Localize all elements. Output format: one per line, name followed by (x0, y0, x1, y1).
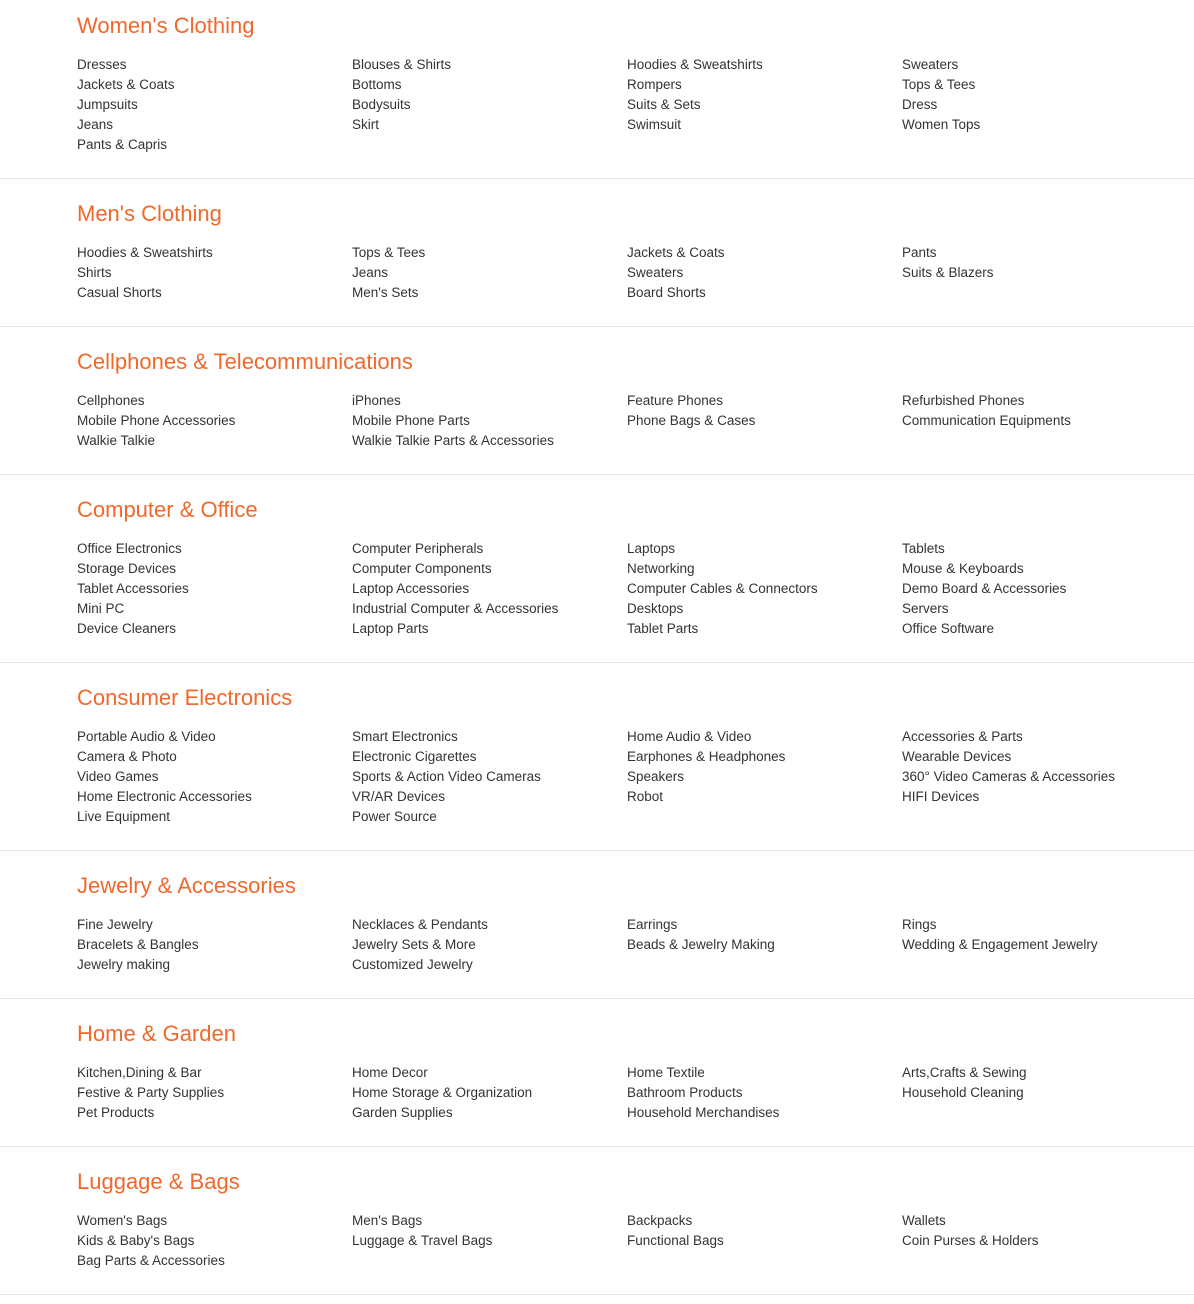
category-link[interactable]: Suits & Blazers (902, 265, 994, 280)
category-link[interactable]: Sweaters (627, 265, 684, 280)
category-link[interactable]: Casual Shorts (77, 285, 162, 300)
category-column (352, 1063, 622, 1123)
category-link[interactable]: Sweaters (902, 57, 959, 72)
category-link[interactable]: Power Source (352, 809, 437, 824)
category-link[interactable]: Backpacks (627, 1213, 693, 1228)
category-section-home-garden (0, 1008, 1194, 1147)
category-link[interactable]: Bottoms (352, 77, 402, 92)
category-link[interactable]: Rings (902, 917, 937, 932)
category-column (77, 391, 347, 451)
category-link[interactable]: Live Equipment (77, 809, 171, 824)
category-link[interactable]: Shirts (77, 265, 112, 280)
category-link[interactable]: Wedding & Engagement Jewelry (902, 937, 1098, 952)
section-title[interactable]: Home & Garden (77, 1021, 236, 1046)
category-link[interactable]: Garden Supplies (352, 1105, 453, 1120)
category-column (77, 55, 347, 155)
category-link[interactable]: Office Electronics (77, 541, 182, 556)
category-section-luggage-bags (0, 1156, 1194, 1295)
category-link[interactable]: Skirt (352, 117, 379, 132)
category-link[interactable]: Walkie Talkie Parts & Accessories (352, 433, 554, 448)
category-column (352, 391, 622, 451)
category-link[interactable]: Customized Jewelry (352, 957, 473, 972)
category-section-jewelry (0, 860, 1194, 999)
category-section-computer-office (0, 484, 1194, 663)
category-link[interactable]: Communication Equipments (902, 413, 1071, 428)
category-link[interactable]: Suits & Sets (627, 97, 701, 112)
category-link[interactable]: Beads & Jewelry Making (627, 937, 775, 952)
category-link[interactable]: Video Games (77, 769, 159, 784)
category-link[interactable]: Networking (627, 561, 695, 576)
category-column (77, 1063, 347, 1123)
category-section-mens-clothing (0, 188, 1194, 327)
category-link[interactable]: Hoodies & Sweatshirts (77, 245, 213, 260)
category-column (352, 539, 622, 639)
category-link[interactable]: Jeans (352, 265, 389, 280)
category-column (627, 915, 897, 955)
category-link[interactable]: Jewelry Sets & More (352, 937, 476, 952)
category-link[interactable]: Men's Bags (352, 1213, 423, 1228)
category-link[interactable]: Feature Phones (627, 393, 724, 408)
category-link[interactable]: Servers (902, 601, 949, 616)
category-link[interactable]: Mini PC (77, 601, 125, 616)
category-column (902, 727, 1172, 807)
category-link[interactable]: Home Storage & Organization (352, 1085, 533, 1100)
category-link[interactable]: Phone Bags & Cases (627, 413, 756, 428)
category-link[interactable]: VR/AR Devices (352, 789, 446, 804)
category-link[interactable]: Industrial Computer & Accessories (352, 601, 559, 616)
category-link[interactable]: Demo Board & Accessories (902, 581, 1067, 596)
category-link[interactable]: Necklaces & Pendants (352, 917, 488, 932)
category-column (627, 391, 897, 431)
category-link[interactable]: Tablet Parts (627, 621, 699, 636)
category-link[interactable]: Swimsuit (627, 117, 682, 132)
category-column (902, 243, 1172, 283)
section-title[interactable]: Cellphones & Telecommunications (77, 349, 413, 374)
category-column (902, 539, 1172, 639)
category-link[interactable]: Wallets (902, 1213, 946, 1228)
category-link[interactable]: Blouses & Shirts (352, 57, 452, 72)
category-link[interactable]: Arts,Crafts & Sewing (902, 1065, 1027, 1080)
category-link[interactable]: Women Tops (902, 117, 981, 132)
category-link[interactable]: Home Electronic Accessories (77, 789, 252, 804)
category-column (77, 243, 347, 303)
category-column (352, 915, 622, 975)
category-link[interactable]: Wearable Devices (902, 749, 1012, 764)
category-link[interactable]: Computer Cables & Connectors (627, 581, 818, 596)
section-title[interactable]: Men's Clothing (77, 201, 222, 226)
category-link[interactable]: Electronic Cigarettes (352, 749, 477, 764)
category-link[interactable]: Coin Purses & Holders (902, 1233, 1039, 1248)
category-link[interactable]: Jackets & Coats (627, 245, 725, 260)
category-link[interactable]: Earrings (627, 917, 678, 932)
category-link[interactable]: Board Shorts (627, 285, 706, 300)
category-link[interactable]: Bathroom Products (627, 1085, 743, 1100)
category-link[interactable]: Kitchen,Dining & Bar (77, 1065, 202, 1080)
category-link[interactable]: Functional Bags (627, 1233, 724, 1248)
category-link[interactable]: Hoodies & Sweatshirts (627, 57, 763, 72)
category-link[interactable]: Tablet Accessories (77, 581, 189, 596)
category-link[interactable]: Home Audio & Video (627, 729, 752, 744)
category-link[interactable]: Bodysuits (352, 97, 411, 112)
category-column (352, 243, 622, 303)
category-link[interactable]: Accessories & Parts (902, 729, 1023, 744)
category-column (627, 1063, 897, 1123)
category-link[interactable]: Festive & Party Supplies (77, 1085, 225, 1100)
category-link[interactable]: Home Textile (627, 1065, 705, 1080)
category-column (77, 727, 347, 827)
category-column (627, 55, 897, 135)
category-link[interactable]: Storage Devices (77, 561, 177, 576)
category-link[interactable]: HIFI Devices (902, 789, 980, 804)
section-title[interactable]: Women's Clothing (77, 13, 255, 38)
category-column (902, 1211, 1172, 1251)
category-column (627, 243, 897, 303)
category-link[interactable]: Computer Components (352, 561, 492, 576)
category-column (902, 391, 1172, 431)
category-link[interactable]: Household Cleaning (902, 1085, 1024, 1100)
category-link[interactable]: Dress (902, 97, 938, 112)
category-column (352, 55, 622, 135)
category-link[interactable]: Sports & Action Video Cameras (352, 769, 541, 784)
category-link[interactable]: Tablets (902, 541, 945, 556)
category-link[interactable]: Mouse & Keyboards (902, 561, 1024, 576)
category-link[interactable]: Jumpsuits (77, 97, 138, 112)
category-section-cellphones (0, 336, 1194, 475)
category-link[interactable]: Rompers (627, 77, 682, 92)
category-link[interactable]: Refurbished Phones (902, 393, 1025, 408)
category-column (77, 915, 347, 975)
category-column (352, 1211, 622, 1251)
category-link[interactable]: Desktops (627, 601, 684, 616)
category-link[interactable]: Pet Products (77, 1105, 155, 1120)
section-title[interactable]: Luggage & Bags (77, 1169, 240, 1194)
category-link[interactable]: iPhones (352, 393, 401, 408)
category-section-consumer-electronics (0, 672, 1194, 851)
category-column (902, 1063, 1172, 1103)
category-link[interactable]: Dresses (77, 57, 127, 72)
category-link[interactable]: Pants & Capris (77, 137, 168, 152)
category-link[interactable]: Home Decor (352, 1065, 428, 1080)
category-link[interactable]: Robot (627, 789, 664, 804)
category-link[interactable]: Bracelets & Bangles (77, 937, 199, 952)
category-link[interactable]: Men's Sets (352, 285, 419, 300)
category-link[interactable]: Bag Parts & Accessories (77, 1253, 225, 1268)
category-link[interactable]: Jackets & Coats (77, 77, 175, 92)
category-link[interactable]: Device Cleaners (77, 621, 177, 636)
category-link[interactable]: Jewelry making (77, 957, 171, 972)
category-link[interactable]: Laptop Parts (352, 621, 429, 636)
category-link[interactable]: Laptops (627, 541, 676, 556)
category-link[interactable]: Computer Peripherals (352, 541, 484, 556)
category-link[interactable]: Walkie Talkie (77, 433, 156, 448)
category-link[interactable]: Cellphones (77, 393, 145, 408)
category-link[interactable]: Tops & Tees (352, 245, 426, 260)
category-section-womens-clothing (0, 0, 1194, 179)
category-link[interactable]: Mobile Phone Accessories (77, 413, 236, 428)
category-link[interactable]: Camera & Photo (77, 749, 177, 764)
category-link[interactable]: Jeans (77, 117, 114, 132)
category-link[interactable]: Earphones & Headphones (627, 749, 786, 764)
category-column (627, 727, 897, 807)
category-column (627, 539, 897, 639)
category-link[interactable]: Office Software (902, 621, 995, 636)
category-link[interactable]: Smart Electronics (352, 729, 458, 744)
category-link[interactable]: Fine Jewelry (77, 917, 153, 932)
category-link[interactable]: Portable Audio & Video (77, 729, 216, 744)
category-link[interactable]: Tops & Tees (902, 77, 976, 92)
category-link[interactable]: Women's Bags (77, 1213, 168, 1228)
category-column (627, 1211, 897, 1251)
category-column (352, 727, 622, 827)
category-link[interactable]: Kids & Baby's Bags (77, 1233, 195, 1248)
section-title[interactable]: Jewelry & Accessories (77, 873, 296, 898)
category-link[interactable]: Speakers (627, 769, 685, 784)
category-link[interactable]: 360° Video Cameras & Accessories (902, 769, 1116, 784)
category-link[interactable]: Mobile Phone Parts (352, 413, 470, 428)
category-column (77, 1211, 347, 1271)
section-title[interactable]: Consumer Electronics (77, 685, 293, 710)
category-link[interactable]: Household Merchandises (627, 1105, 780, 1120)
category-link[interactable]: Laptop Accessories (352, 581, 470, 596)
category-column (902, 55, 1172, 135)
category-column (77, 539, 347, 639)
section-title[interactable]: Computer & Office (77, 497, 258, 522)
category-link[interactable]: Luggage & Travel Bags (352, 1233, 493, 1248)
category-column (902, 915, 1172, 955)
category-link[interactable]: Pants (902, 245, 937, 260)
